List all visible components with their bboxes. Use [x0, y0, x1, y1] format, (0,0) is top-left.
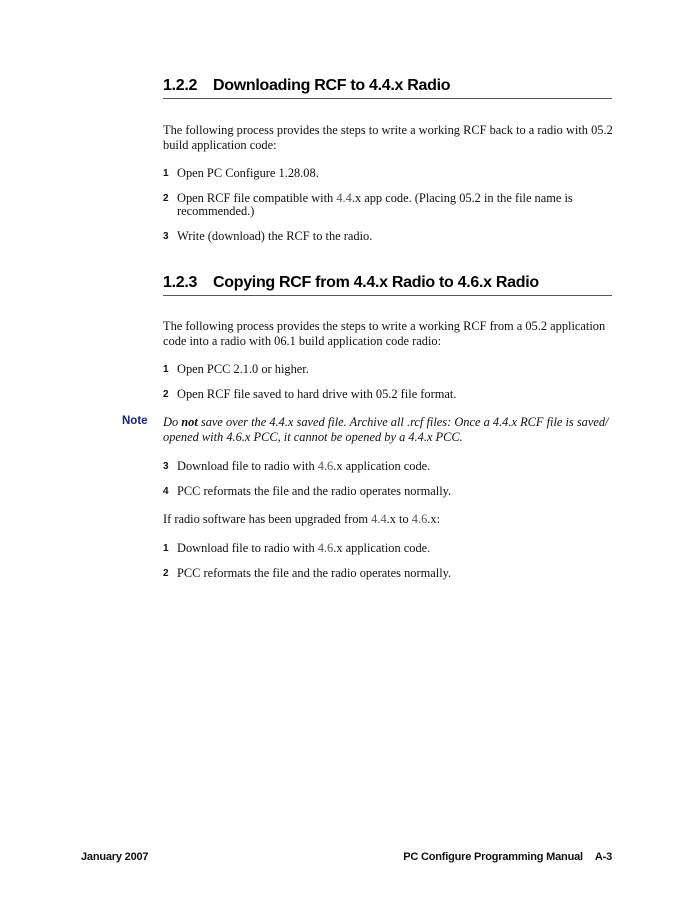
- step-number: 3: [163, 461, 169, 472]
- step-item: [163, 460, 618, 473]
- step-number: 2: [163, 568, 169, 579]
- intro-line: The following process provides the steps to write a working RCF back to a radio with 05.2: [163, 123, 613, 137]
- step-text: Open PCC 2.1.0 or higher.: [177, 362, 309, 376]
- step-item: [163, 542, 618, 555]
- footer-date: January 2007: [81, 851, 149, 863]
- step-number: 4: [163, 486, 169, 497]
- section2-intro: [163, 319, 618, 349]
- version-ref: 4.6: [317, 459, 334, 473]
- step-text-continued: recommended.): [177, 204, 255, 218]
- note-emphasis: not: [181, 415, 198, 429]
- step-text: Open PC Configure 1.28.08.: [177, 166, 319, 180]
- version-ref: 4.4: [336, 191, 352, 205]
- step-text: Download file to radio with 4.6.x application code.: [177, 541, 431, 555]
- step-number: 1: [163, 168, 169, 179]
- version-ref: 4.6: [317, 541, 334, 555]
- step-item: [163, 485, 618, 498]
- note-label: Note: [122, 415, 148, 427]
- step-item: [163, 567, 618, 580]
- version-ref: 4.6: [411, 512, 428, 526]
- footer-page-number: A-3: [594, 851, 612, 863]
- intro-line: code into a radio with 06.1 build application code radio:: [163, 334, 442, 348]
- step-text: PCC reformats the file and the radio operates normally.: [177, 484, 452, 498]
- footer-manual-title: PC Configure Programming Manual: [403, 851, 583, 863]
- step-text: Open RCF file saved to hard drive with 05.2 file format.: [177, 387, 457, 401]
- footer-manual-info: [403, 851, 612, 863]
- note-line: Do not save over the 4.4.x saved file. Archive all .rcf files: Once a 4.4.x RCF file is saved/: [163, 415, 609, 429]
- step-item: [163, 230, 618, 243]
- section-title: Downloading RCF to 4.4.x Radio: [213, 77, 451, 94]
- section-heading-1-2-3: [163, 274, 612, 296]
- intro-line: build application code:: [163, 138, 277, 152]
- section-number: 1.2.3: [163, 274, 198, 291]
- step-number: 2: [163, 193, 169, 204]
- section-title: Copying RCF from 4.4.x Radio to 4.6.x Radio: [213, 274, 539, 291]
- step-item: [163, 363, 618, 376]
- note-line: opened with 4.6.x PCC, it cannot be opened by a 4.4.x PCC.: [163, 430, 463, 444]
- upgrade-paragraph: If radio software has been upgraded from 4.4.x to 4.6.x:: [163, 512, 441, 526]
- step-text: Write (download) the RCF to the radio.: [177, 229, 373, 243]
- note-text: [163, 415, 618, 445]
- step-number: 2: [163, 389, 169, 400]
- step-number: 1: [163, 364, 169, 375]
- step-number: 3: [163, 231, 169, 242]
- step-item: [163, 167, 618, 180]
- step-text: Open RCF file compatible with 4.4.x app code. (Placing 05.2 in the file name is: [177, 191, 573, 205]
- step-text: Download file to radio with 4.6.x application code.: [177, 459, 431, 473]
- step-number: 1: [163, 543, 169, 554]
- step-text: PCC reformats the file and the radio operates normally.: [177, 566, 452, 580]
- section1-intro: [163, 123, 618, 153]
- section-heading-1-2-2: [163, 77, 612, 99]
- intro-line: The following process provides the steps to write a working RCF from a 05.2 application: [163, 319, 606, 333]
- step-item: [163, 388, 618, 401]
- section-number: 1.2.2: [163, 77, 198, 94]
- step-item: [163, 192, 618, 218]
- version-ref: 4.4: [371, 512, 387, 526]
